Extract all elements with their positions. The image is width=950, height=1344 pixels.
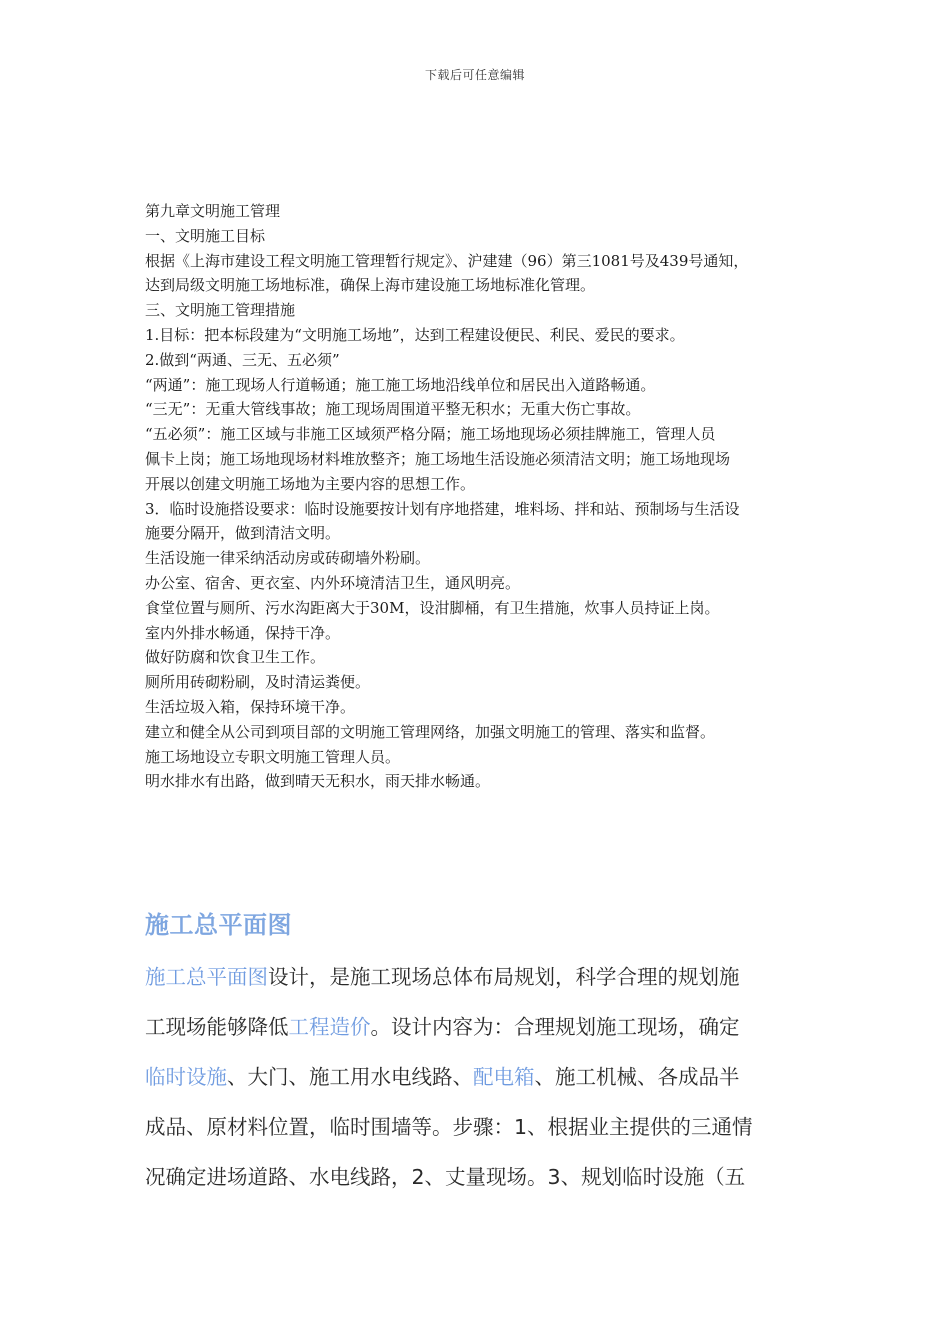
desc-text: 、大门、施工用水电线路、 bbox=[227, 1065, 473, 1089]
paragraph-line: 施要分隔开，做到清洁文明。 bbox=[145, 524, 341, 543]
paragraph-line: 厕所用砖砌粉刷，及时清运粪便。 bbox=[145, 673, 371, 692]
link-project-cost[interactable]: 工程造价 bbox=[288, 1015, 371, 1039]
desc-line bbox=[145, 1002, 825, 1052]
desc-text: 。设计内容为：合理规划施工现场，确定 bbox=[370, 1015, 740, 1039]
paragraph-line: 生活垃圾入箱，保持环境干净。 bbox=[145, 697, 356, 716]
link-temporary-facilities[interactable]: 临时设施 bbox=[145, 1065, 227, 1089]
paragraph-line: 建立和健全从公司到项目部的文明施工管理网络，加强文明施工的管理、落实和监督。 bbox=[145, 722, 716, 741]
paragraph-line: 2.做到“两通、三无、五必须” bbox=[145, 350, 340, 369]
link-distribution-box[interactable]: 配电箱 bbox=[473, 1065, 535, 1089]
paragraph-line: 达到局级文明施工场地标准，确保上海市建设施工场地标准化管理。 bbox=[145, 276, 596, 295]
document-body bbox=[145, 199, 825, 794]
desc-text: 设计，是施工现场总体布局规划，科学合理的规划施 bbox=[268, 965, 740, 989]
paragraph-line: 开展以创建文明施工场地为主要内容的思想工作。 bbox=[145, 474, 476, 493]
section-description bbox=[145, 952, 825, 1202]
paragraph-line: 食堂位置与厕所、污水沟距离大于30M，设泔脚桶，有卫生措施，炊事人员持证上岗。 bbox=[145, 598, 720, 617]
paragraph-line: “五必须”：施工区域与非施工区域须严格分隔；施工场地现场必须挂牌施工，管理人员 bbox=[145, 425, 716, 444]
section-title: 施工总平面图 bbox=[145, 911, 292, 939]
desc-line: 成品、原材料位置，临时围墙等。步骤：1、根据业主提供的三通情 bbox=[145, 1115, 753, 1139]
desc-line: 况确定进场道路、水电线路，2、丈量现场。3、规划临时设施（五 bbox=[145, 1165, 746, 1189]
paragraph-line: 做好防腐和饮食卫生工作。 bbox=[145, 648, 326, 667]
desc-line bbox=[145, 1052, 825, 1102]
paragraph-line: 根据《上海市建设工程文明施工管理暂行规定》、沪建建（96）第三1081号及439号通知， bbox=[145, 251, 749, 270]
paragraph-line: 生活设施一律采纳活动房或砖砌墙外粉刷。 bbox=[145, 549, 431, 568]
paragraph-line: 佩卡上岗；施工场地现场材料堆放整齐；施工场地生活设施必须清洁文明；施工场地现场 bbox=[145, 449, 731, 468]
desc-text: 、施工机械、各成品半 bbox=[534, 1065, 740, 1089]
section-heading: 三、文明施工管理措施 bbox=[145, 301, 296, 320]
header-note: 下载后可任意编辑 bbox=[424, 68, 525, 82]
link-site-plan[interactable]: 施工总平面图 bbox=[145, 965, 268, 989]
desc-line bbox=[145, 952, 825, 1002]
paragraph-line: 室内外排水畅通，保持干净。 bbox=[145, 623, 341, 642]
chapter-title: 第九章文明施工管理 bbox=[145, 202, 281, 220]
section-heading: 一、文明施工目标 bbox=[145, 226, 266, 245]
paragraph-line: 1.目标：把本标段建为“文明施工场地”，达到工程建设便民、利民、爱民的要求。 bbox=[145, 325, 685, 344]
paragraph-line: “两通”：施工现场人行道畅通；施工施工场地沿线单位和居民出入道路畅通。 bbox=[145, 375, 656, 394]
desc-text: 工现场能够降低 bbox=[145, 1015, 289, 1039]
paragraph-line: “三无”：无重大管线事故；施工现场周围道平整无积水；无重大伤亡事故。 bbox=[145, 400, 641, 419]
paragraph-line: 明水排水有出路，做到晴天无积水，雨天排水畅通。 bbox=[145, 772, 491, 791]
paragraph-line: 施工场地设立专职文明施工管理人员。 bbox=[145, 747, 401, 766]
paragraph-line: 3．临时设施搭设要求：临时设施要按计划有序地搭建，堆料场、拌和站、预制场与生活设 bbox=[145, 499, 740, 518]
paragraph-line: 办公室、宿舍、更衣室、内外环境清洁卫生，通风明亮。 bbox=[145, 573, 521, 592]
